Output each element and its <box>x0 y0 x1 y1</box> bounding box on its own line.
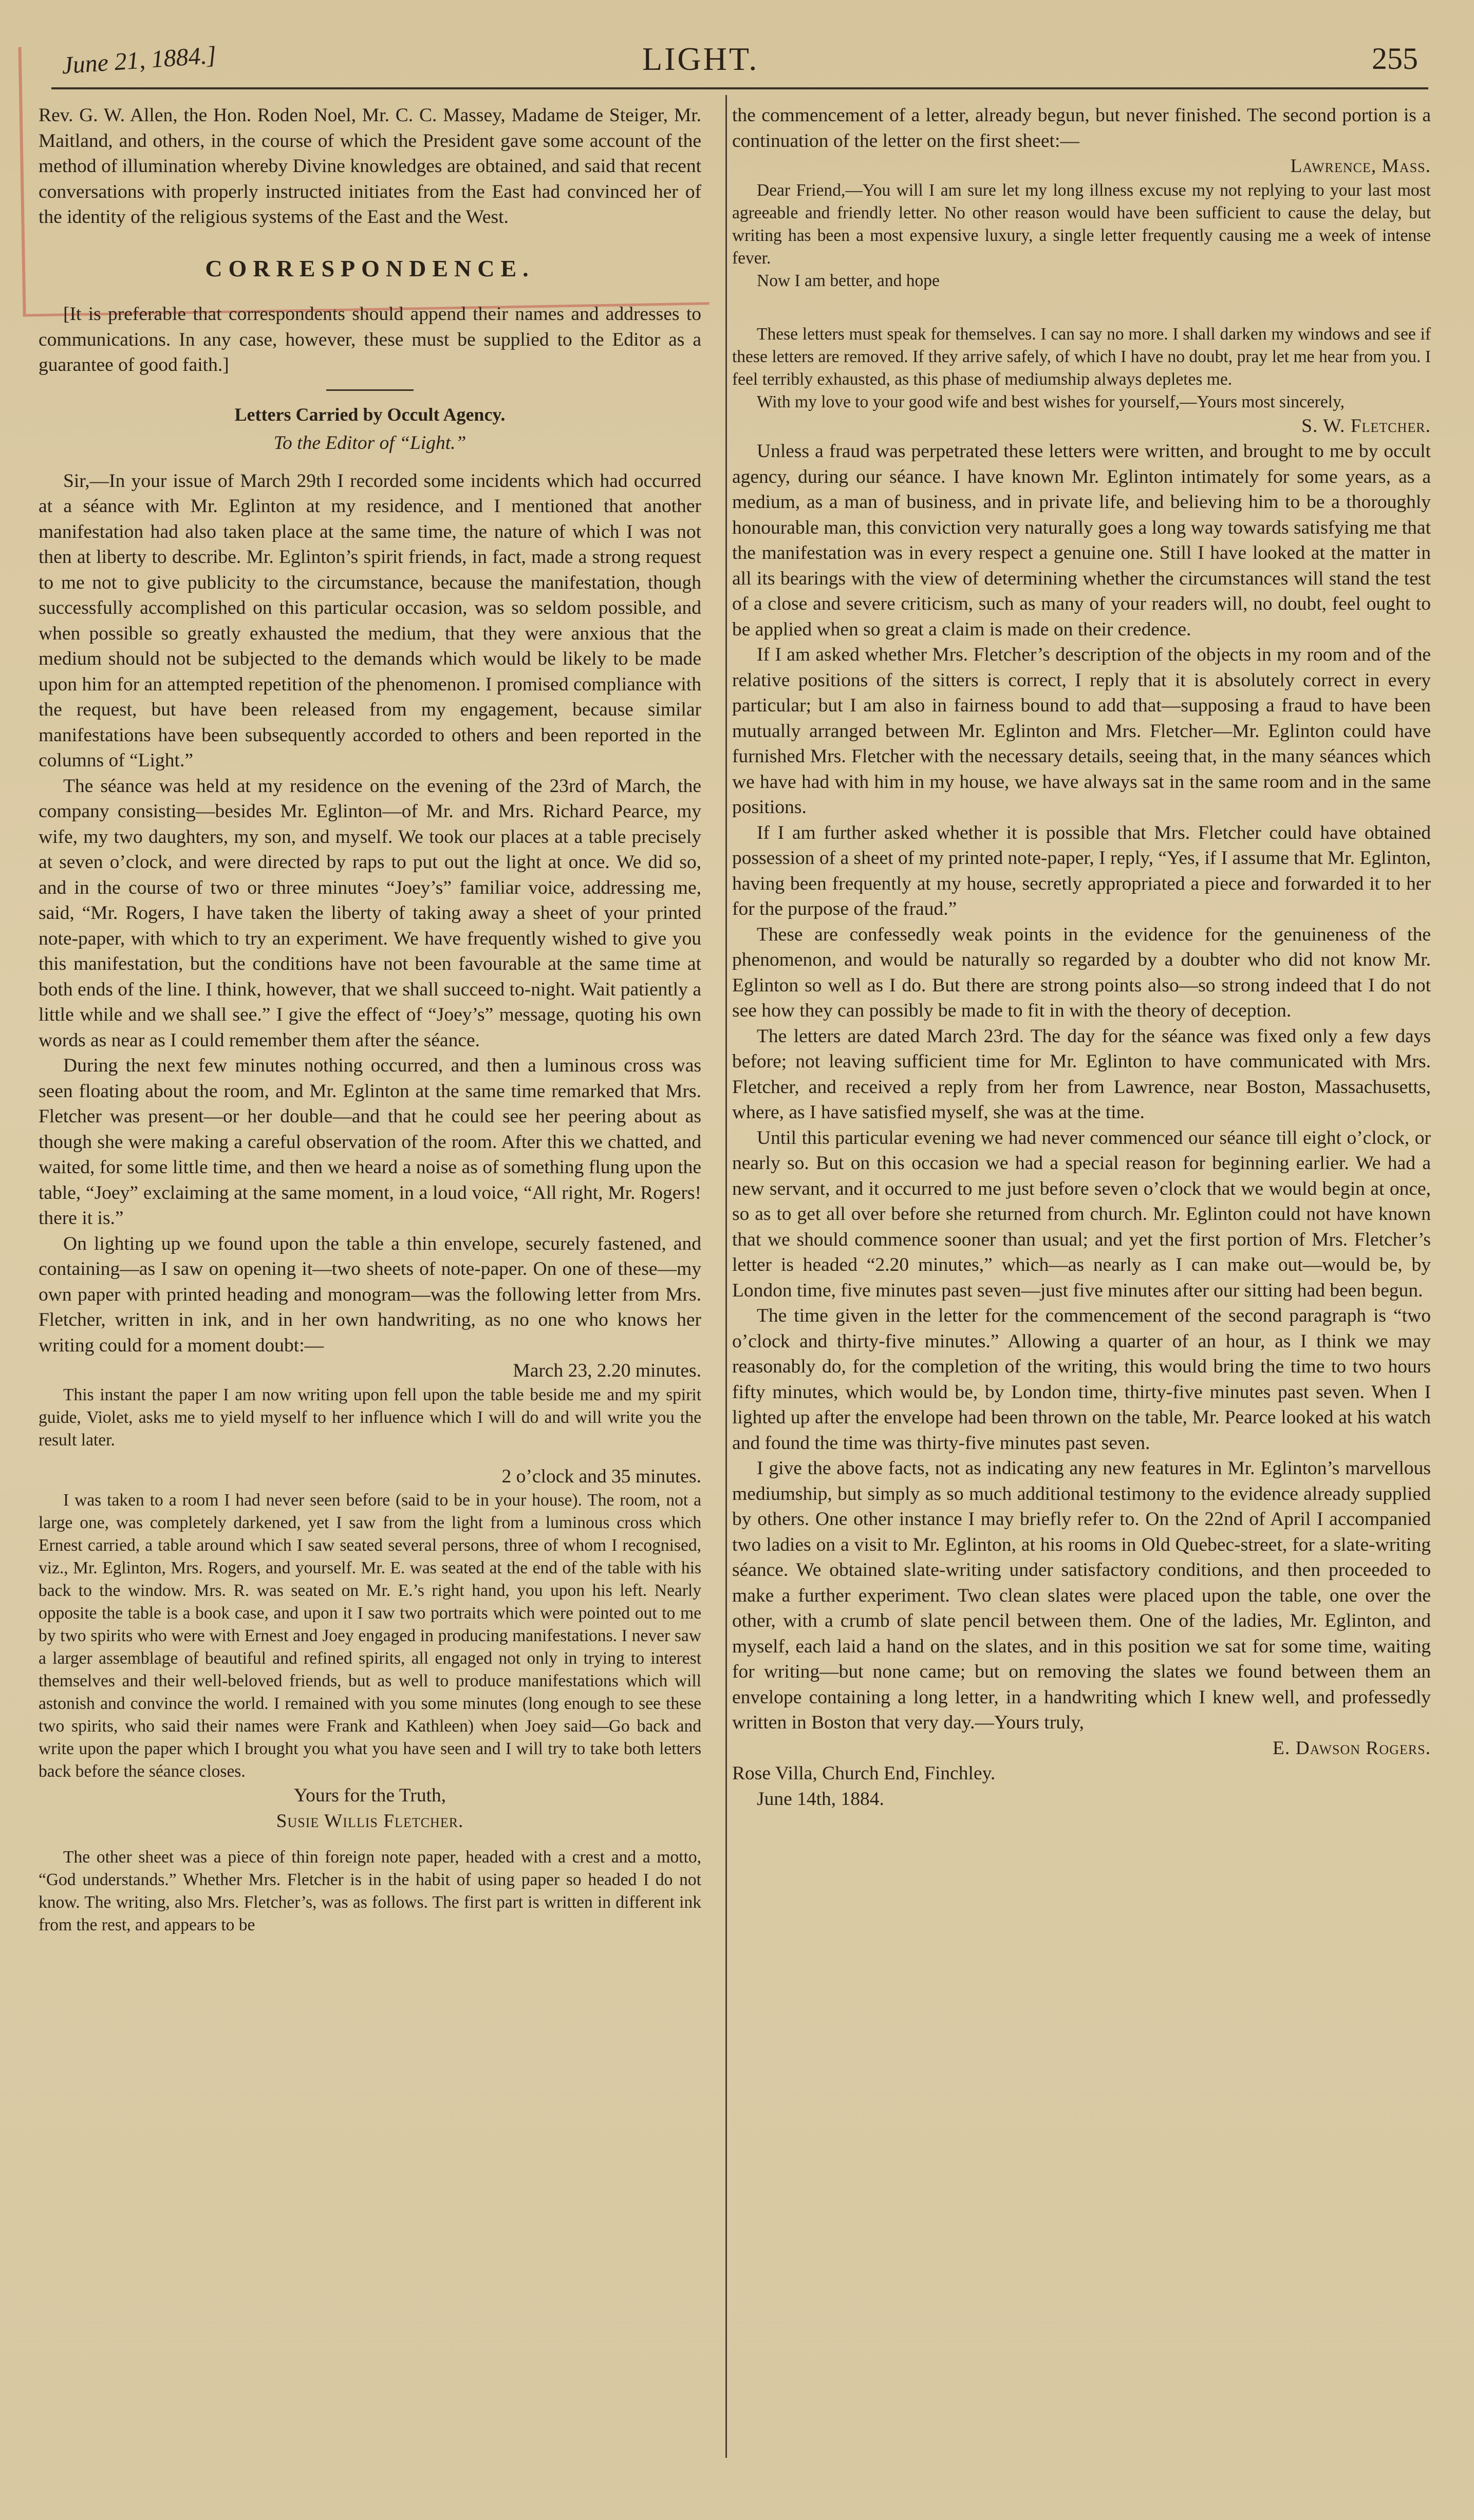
quoted-letter: These letters must speak for themselves. I can say no more. I shall darken my windows and see if these letters are removed. If they arrive safely, of which I have no doubt, pray let me hear from you. I feel terribly exhausted, as this phase of mediumship always depletes me. <box>732 324 1431 389</box>
letter-signature: Susie Willis Fletcher. <box>276 1810 464 1832</box>
left-column <box>39 103 701 1936</box>
page-number: 255 <box>1372 42 1418 76</box>
date-line: June 14th, 1884. <box>757 1788 884 1810</box>
body-paragraph: If I am asked whether Mrs. Fletcher’s description of the objects in my room and of the relative positions of the sitters is correct, I reply that it is absolutely correct in every particular; but I am also in fairness bound to add that—supposing a fraud to have been mutually arranged between Mr. Eglinton and Mrs. Fletcher—Mr. Eglinton could have furnished Mrs. Fletcher with the necessary details, seeing that, in the many séances which we have had with him in my house, we have always sat in the same room and in the same positions. <box>732 644 1431 818</box>
quoted-letter: I was taken to a room I had never seen before (said to be in your house). The room, not a large one, was completely darkened, yet I saw from the light from a luminous cross which Ernest carried, a table around which I saw seated several persons, three of whom I recognised, viz., Mr. Eglinton, Mrs. Rogers, and yourself. Mr. E. was seated at the end of the table with his back to the window. Mrs. R. was seated on Mr. E.’s right hand, you upon his left. Nearly opposite the table is a book case, and upon it I saw two portraits which were pointed out to me by two spirits who were with Ernest and Joey engaged in producing manifestations. I never saw a larger assemblage of beautiful and refined spirits, all engaged not only in trying to interest themselves and their well-beloved friends, but as well to produce manifestations which will astonish and convince the world. I remained with you some minutes (long enough to see these two spirits, who said their names were Frank and Kathleen) when Joey said—Go back and write upon the paper which I brought you what you have seen and I will try to take both letters back before the séance closes. <box>39 1491 701 1781</box>
right-column <box>732 103 1431 1812</box>
body-paragraph: The other sheet was a piece of thin foreign note paper, headed with a crest and a motto, “God understands.” Whether Mrs. Fletcher is in the habit of using paper so headed I do not know. The writing, also Mrs. Fletcher’s, was as follows. The first part is written in different ink from the rest, and appears to be <box>39 1848 701 1934</box>
column-divider <box>725 95 727 2458</box>
quoted-time: 2 o’clock and 35 minutes. <box>501 1465 701 1487</box>
page-header <box>51 36 1428 92</box>
body-paragraph: If I am further asked whether it is possible that Mrs. Fletcher could have obtained possession of a sheet of my printed note-paper, I reply, “Yes, if I assume that Mr. Eglinton, having been frequently at my house, secretly appropriated a piece and forwarded it to her for the purpose of the fraud.” <box>732 822 1431 919</box>
letter-title: Letters Carried by Occult Agency. <box>234 404 506 425</box>
letter-signature: S. W. Fletcher. <box>1301 415 1431 437</box>
letter-close: Yours for the Truth, <box>293 1785 446 1806</box>
letter-salutation-to: To the Editor of “Light.” <box>273 432 467 454</box>
letter-place: Lawrence, Mass. <box>1290 156 1431 177</box>
body-paragraph: Sir,—In your issue of March 29th I recorded some incidents which had occurred at a séance with Mr. Eglinton at my residence, and I mentioned that another manifestation had also taken place at the same time, the nature of which I was not then at liberty to describe. Mr. Eglinton’s spirit friends, in fact, made a strong request to me not to give publicity to the circumstance, because the manifestation, though successfully accomplished on this particular occasion, was so seldom possible, and when possible so greatly exhausted the medium, that they were anxious that the medium should not be subjected to the demands which would be likely to be made upon him for an attempted repetition of the phenomenon. I promised compliance with the request, but have been released from my engagement, because similar manifestations have been subsequently accorded to others and been reported in the columns of “Light.” <box>39 470 701 771</box>
body-paragraph: Unless a fraud was perpetrated these letters were written, and brought to me by occult agency, during our séance. I have known Mr. Eglinton intimately for some years, as a medium, as a man of business, and in private life, and believing him to be a thoroughly honourable man, this conviction very naturally goes a long way towards satisfying me that the manifestation was in every respect a genuine one. Still I have looked at the matter in all its bearings with the view of determining whether the circumstances will stand the test of a close and severe criticism, such as many of your readers will, no doubt, feel ought to be applied when so great a claim is made on their credence. <box>732 441 1431 640</box>
editor-note: [It is preferable that correspondents should append their names and addresses to communications. In any case, however, these must be supplied to the Editor as a guarantee of good faith.] <box>39 304 701 375</box>
masthead-title: LIGHT. <box>642 41 759 77</box>
body-paragraph: The letters are dated March 23rd. The day for the séance was fixed only a few days before; not leaving sufficient time for Mr. Eglinton to have communicated with Mrs. Fletcher, and received a reply from her from Lawrence, near Boston, Massachusetts, where, as I have satisfied myself, she was at the time. <box>732 1025 1431 1123</box>
body-paragraph: During the next few minutes nothing occurred, and then a luminous cross was seen floating about the room, and Mr. Eglinton at the same time remarked that Mrs. Fletcher was present—or her double—and that he could see her peering about as though she were making a careful observation of the room. After this we chatted, and waited, for some little time, and then we heard a noise as of something flung upon the table, “Joey” exclaiming at the same moment, in a loud voice, “All right, Mr. Rogers! there it is.” <box>39 1055 701 1229</box>
body-paragraph: the commencement of a letter, already begun, but never finished. The second portion is a continuation of the letter on the first sheet:— <box>732 105 1431 152</box>
header-date: June 21, 1884.] <box>61 41 217 80</box>
quoted-letter: Now I am better, and hope <box>757 271 940 290</box>
body-paragraph: The séance was held at my residence on the evening of the 23rd of March, the company consisting—besides Mr. Eglinton—of Mr. and Mrs. Richard Pearce, my wife, my two daughters, my son, and myself. We took our places at a table precisely at seven o’clock, and were directed by raps to put out the light at once. We did so, and in the course of two or three minutes “Joey’s” familiar voice, addressing me, said, “Mr. Rogers, I have taken the liberty of taking away a sheet of your printed note-paper, with which to try an experiment. We have frequently wished to give you this manifestation, but the conditions have not been favourable at the same time at both ends of the line. I think, however, that we shall succeed to-night. Wait patiently a little while and we shall see.” I give the effect of “Joey’s” message, quoting his own words as near as I could remember them after the séance. <box>39 775 701 1051</box>
body-paragraph: On lighting up we found upon the table a thin envelope, securely fastened, and containing—as I saw on opening it—two sheets of note-paper. On one of these—my own paper with printed heading and monogram—was the following letter from Mrs. Fletcher, written in ink, and in her own handwriting, as no one who knows her writing could for a moment doubt:— <box>39 1233 701 1356</box>
quoted-letter: With my love to your good wife and best wishes for yourself,—Yours most sincerely, <box>757 392 1345 411</box>
section-title: CORRESPONDENCE. <box>205 255 535 281</box>
body-paragraph: The time given in the letter for the commencement of the second paragraph is “two o’clock and thirty-five minutes.” Allowing a quarter of an hour, as I think we may reasonably do, for the completion of the writing, this would bring the time to two hours fifty minutes, which would be, by London time, thirty-five minutes past seven. When I lighted up after the envelope had been thrown on the table, Mr. Pearce looked at his watch and found the time was thirty-five minutes past seven. <box>732 1305 1431 1454</box>
quoted-letter: This instant the paper I am now writing upon fell upon the table beside me and my spirit guide, Violet, asks me to yield myself to her influence which I will do and will write you the result later. <box>39 1385 701 1450</box>
letter-signature: E. Dawson Rogers. <box>1273 1737 1431 1759</box>
quoted-time: March 23, 2.20 minutes. <box>513 1360 701 1381</box>
short-rule <box>326 389 414 391</box>
header-rule <box>51 87 1428 89</box>
address-line: Rose Villa, Church End, Finchley. <box>732 1763 996 1784</box>
body-paragraph: I give the above facts, not as indicating any new features in Mr. Eglinton’s marvellous mediumship, but simply as so much additional testimony to the evidence already supplied by others. One other instance I may briefly refer to. On the 22nd of April I accompanied two ladies on a visit to Mr. Eglinton, at his rooms in Old Quebec-street, for a slate-writing séance. We obtained slate-writing under satisfactory conditions, and then proceeded to make a further experiment. Two clean slates were placed upon the table, one over the other, with a crumb of slate pencil between them. One of the ladies, Mr. Eglinton, and myself, each laid a hand on the slates, and in this position we sat for some time, waiting for writing—but none came; but on removing the slates we found between them an envelope containing a long letter, in a handwriting which I knew well, and professedly written in Boston that very day.—Yours truly, <box>732 1458 1431 1733</box>
quoted-letter: Dear Friend,—You will I am sure let my long illness excuse my not replying to your last most agreeable and friendly letter. No other reason would have been sufficient to cause the delay, but writing has been a most expensive luxury, a single letter frequently causing me a week of intense fever. <box>732 180 1431 268</box>
body-paragraph: Until this particular evening we had never commenced our séance till eight o’clock, or nearly so. But on this occasion we had a special reason for beginning earlier. We had a new servant, and it occurred to me just before seven o’clock that we would begin at once, so as to get all over before she returned from church. Mr. Eglinton could not have known that we should commence sooner than usual; and yet the first portion of Mrs. Fletcher’s letter is headed “2.20 minutes,” which—as nearly as I can make out—would be, by London time, five minutes past seven—just five minutes after our sitting had been begun. <box>732 1127 1431 1301</box>
intro-paragraph: Rev. G. W. Allen, the Hon. Roden Noel, Mr. C. C. Massey, Madame de Steiger, Mr. Maitland, and others, in the course of which the President gave some account of the method of illumination whereby Divine knowledges are obtained, and said that recent conversations with properly instructed initiates from the East had convinced her of the identity of the religious systems of the East and the West. <box>39 105 701 228</box>
body-paragraph: These are confessedly weak points in the evidence for the genuineness of the phenomenon, and would be naturally so regarded by a doubter who did not know Mr. Eglinton so well as I do. But there are strong points also—so strong indeed that I do not see how they can possibly be made to fit in with the theory of deception. <box>732 924 1431 1021</box>
